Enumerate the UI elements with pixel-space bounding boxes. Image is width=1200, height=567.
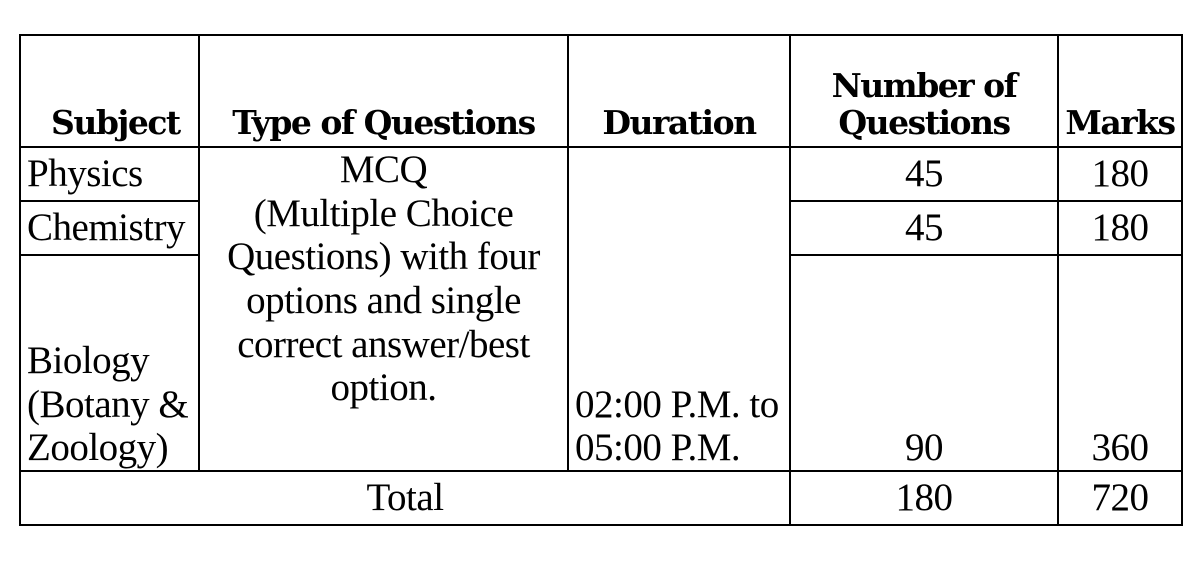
header-number-of-questions-line1: Number of xyxy=(831,66,1017,106)
total-label: Total xyxy=(20,471,790,525)
chemistry-marks: 180 xyxy=(1058,201,1182,255)
total-num-questions: 180 xyxy=(790,471,1058,525)
total-marks: 720 xyxy=(1058,471,1182,525)
type-line: Questions) with four xyxy=(227,235,540,279)
total-row xyxy=(20,471,1182,525)
type-line: (Multiple Choice xyxy=(253,191,514,235)
duration-line: 05:00 P.M. xyxy=(575,426,741,470)
exam-pattern-table xyxy=(19,34,1183,526)
table-row xyxy=(20,147,1182,201)
type-line: correct answer/best xyxy=(237,322,530,366)
type-of-questions-cell xyxy=(199,147,568,471)
subject-biology-line: Zoology) xyxy=(27,426,169,470)
header-type-of-questions: Type of Questions xyxy=(199,35,568,147)
subject-chemistry: Chemistry xyxy=(20,201,199,255)
subject-biology-line: Biology xyxy=(27,338,150,382)
header-subject: Subject xyxy=(20,35,199,147)
biology-num-questions: 90 xyxy=(790,255,1058,471)
header-number-of-questions xyxy=(790,35,1058,147)
type-line: options and single xyxy=(246,279,521,323)
header-marks: Marks xyxy=(1058,35,1182,147)
biology-marks: 360 xyxy=(1058,255,1182,471)
type-line: MCQ xyxy=(339,148,428,191)
duration-line: 02:00 P.M. to xyxy=(575,382,779,426)
header-number-of-questions-line2: Questions xyxy=(838,103,1010,143)
header-duration: Duration xyxy=(568,35,790,147)
chemistry-num-questions: 45 xyxy=(790,201,1058,255)
physics-marks: 180 xyxy=(1058,147,1182,201)
type-line: option. xyxy=(330,366,437,410)
subject-biology xyxy=(20,255,199,471)
table-header-row xyxy=(20,35,1182,147)
duration-cell xyxy=(568,147,790,471)
subject-biology-line: (Botany & xyxy=(27,382,189,426)
subject-physics: Physics xyxy=(20,147,199,201)
physics-num-questions: 45 xyxy=(790,147,1058,201)
